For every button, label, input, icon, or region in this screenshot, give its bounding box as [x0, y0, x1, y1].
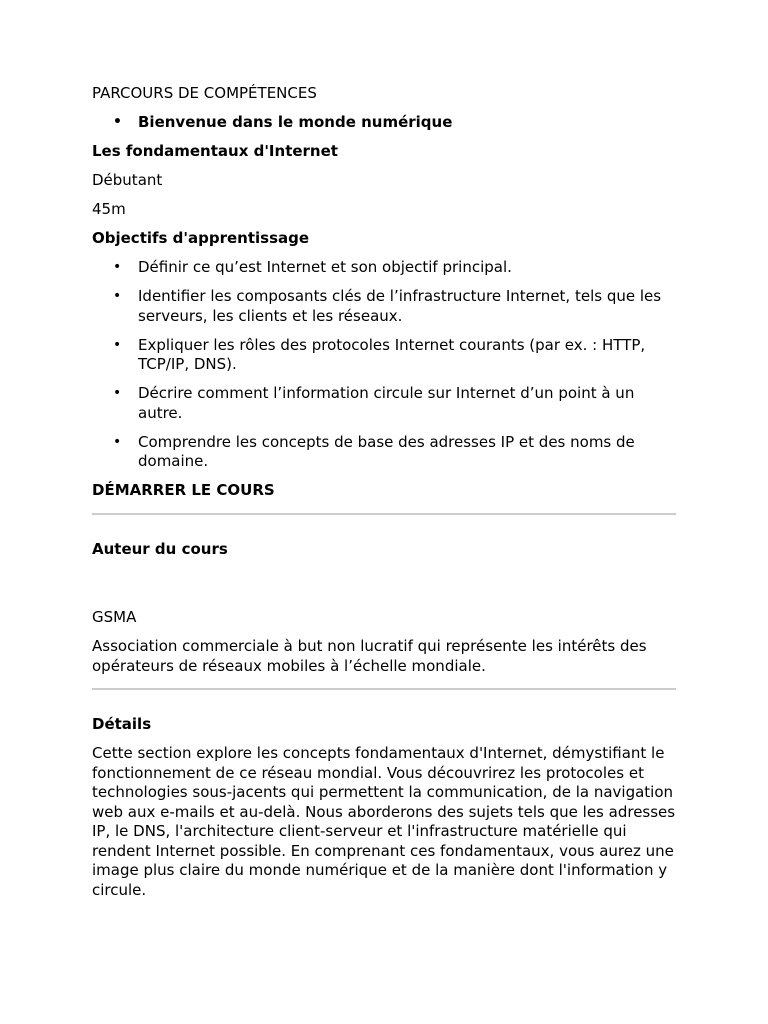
section-divider: [92, 688, 676, 690]
objective-item: • Définir ce qu’est Internet et son objectif principal.: [92, 258, 676, 278]
course-duration: 45m: [92, 200, 126, 218]
learning-path-item[interactable]: • Bienvenue dans le monde numérique: [92, 113, 676, 133]
objective-item: • Expliquer les rôles des protocoles Internet courants (par ex. : HTTP, TCP/IP, DNS).: [92, 336, 676, 375]
course-page: [92, 84, 676, 900]
details-text: Cette section explore les concepts fondamentaux d'Internet, démystifiant le fonctionnement de ce réseau mondial. Vous découvrirez les protocoles et technologies sous-jacents qui permettent la communication, de la navigation web aux e-mails et au-delà. Nous aborderons des sujets tels que les adresses IP, le DNS, l'architecture client-serveur et l'infrastructure matérielle qui rendent Internet possible. En comprenant ces fondamentaux, vous aurez une image plus claire du monde numérique et de la manière dont l'information y circule.: [92, 744, 676, 899]
section-divider: [92, 513, 676, 515]
author-heading: Auteur du cours: [92, 539, 228, 558]
objectives-list: [92, 258, 676, 472]
author-logo-placeholder: [92, 559, 676, 608]
author-description: Association commerciale à but non lucratif qui représente les intérêts des opérateurs de réseaux mobiles à l’échelle mondiale.: [92, 637, 647, 675]
learning-path-label: PARCOURS DE COMPÉTENCES: [92, 84, 317, 102]
learning-path-list: [92, 113, 676, 133]
details-heading: Détails: [92, 715, 152, 733]
course-title: Les fondamentaux d'Internet: [92, 142, 338, 160]
objectives-heading: Objectifs d'apprentissage: [92, 229, 310, 247]
objective-item: • Comprendre les concepts de base des adresses IP et des noms de domaine.: [92, 433, 676, 472]
start-course-button[interactable]: DÉMARRER LE COURS: [92, 481, 275, 499]
objective-item: • Identifier les composants clés de l’infrastructure Internet, tels que les serveurs, les clients et les réseaux.: [92, 287, 676, 326]
author-name: GSMA: [92, 608, 137, 626]
course-level: Débutant: [92, 171, 163, 189]
objective-item: • Décrire comment l’information circule sur Internet d’un point à un autre.: [92, 384, 676, 423]
